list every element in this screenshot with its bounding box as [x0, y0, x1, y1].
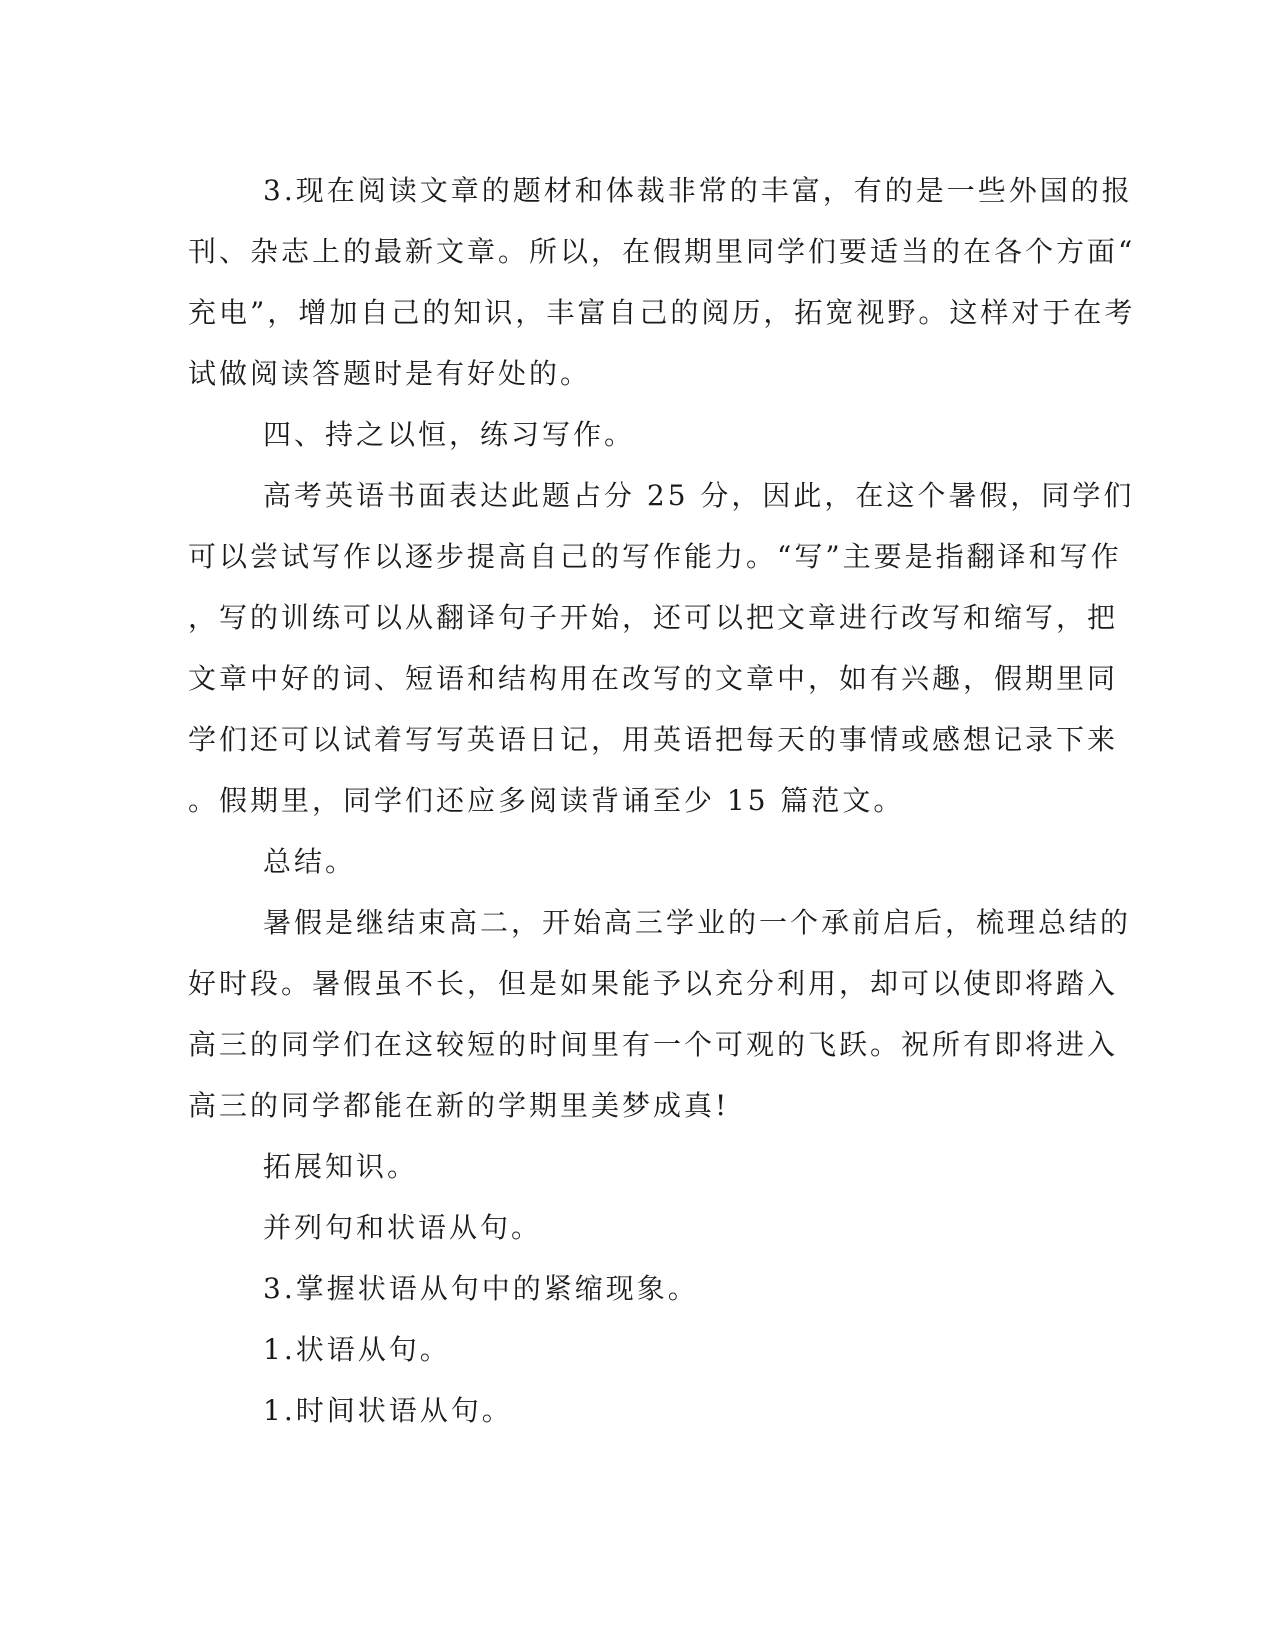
- paragraph-reading-tip-3: [188, 160, 1136, 404]
- heading-line: 四、持之以恒，练习写作。: [263, 418, 636, 451]
- list-item-point-1: [188, 1319, 1068, 1380]
- text-line: ，写的训练可以从翻译句子开始，还可以把文章进行改写和缩写，把: [188, 601, 1119, 634]
- paragraph-summary: [188, 892, 1132, 1136]
- text-line: 好时段。暑假虽不长，但是如果能予以充分利用，却可以使即将踏入: [188, 967, 1119, 1000]
- extension-topic: [188, 1197, 1068, 1258]
- section-heading-persistence: [188, 404, 1068, 465]
- text-line: 文章中好的词、短语和结构用在改写的文章中，如有兴趣，假期里同: [188, 662, 1119, 695]
- text-line: 并列句和状语从句。: [263, 1211, 543, 1244]
- heading-line: 总结。: [263, 845, 357, 878]
- text-line: 可以尝试写作以逐步提高自己的写作能力。“写”主要是指翻译和写作: [188, 540, 1122, 573]
- text-line: 刊、杂志上的最新文章。所以，在假期里同学们要适当的在各个方面“: [188, 235, 1136, 268]
- text-line: 。假期里，同学们还应多阅读背诵至少 15 篇范文。: [188, 784, 905, 817]
- list-item-point-3: [188, 1258, 1068, 1319]
- text-line: 3.掌握状语从句中的紧缩现象。: [263, 1272, 699, 1305]
- summary-heading: [188, 831, 1068, 892]
- document-body: [188, 160, 1136, 1441]
- text-line: 1.时间状语从句。: [263, 1394, 513, 1427]
- text-line: 1.状语从句。: [263, 1333, 451, 1366]
- text-line: 高考英语书面表达此题占分 25 分，因此，在这个暑假，同学们: [263, 479, 1135, 512]
- text-line: 学们还可以试着写写英语日记，用英语把每天的事情或感想记录下来: [188, 723, 1119, 756]
- heading-line: 拓展知识。: [263, 1150, 419, 1183]
- text-line: 高三的同学们在这较短的时间里有一个可观的飞跃。祝所有即将进入: [188, 1028, 1119, 1061]
- text-line: 试做阅读答题时是有好处的。: [188, 357, 592, 390]
- extension-heading: [188, 1136, 1068, 1197]
- text-line: 充电”，增加自己的知识，丰富自己的阅历，拓宽视野。这样对于在考: [188, 296, 1136, 329]
- text-line: 暑假是继结束高二，开始高三学业的一个承前启后，梳理总结的: [263, 906, 1132, 939]
- list-item-point-1-1: [188, 1380, 1068, 1441]
- text-line: 3.现在阅读文章的题材和体裁非常的丰富，有的是一些外国的报: [263, 174, 1133, 207]
- text-line: 高三的同学都能在新的学期里美梦成真!: [188, 1089, 730, 1122]
- paragraph-writing: [188, 465, 1135, 831]
